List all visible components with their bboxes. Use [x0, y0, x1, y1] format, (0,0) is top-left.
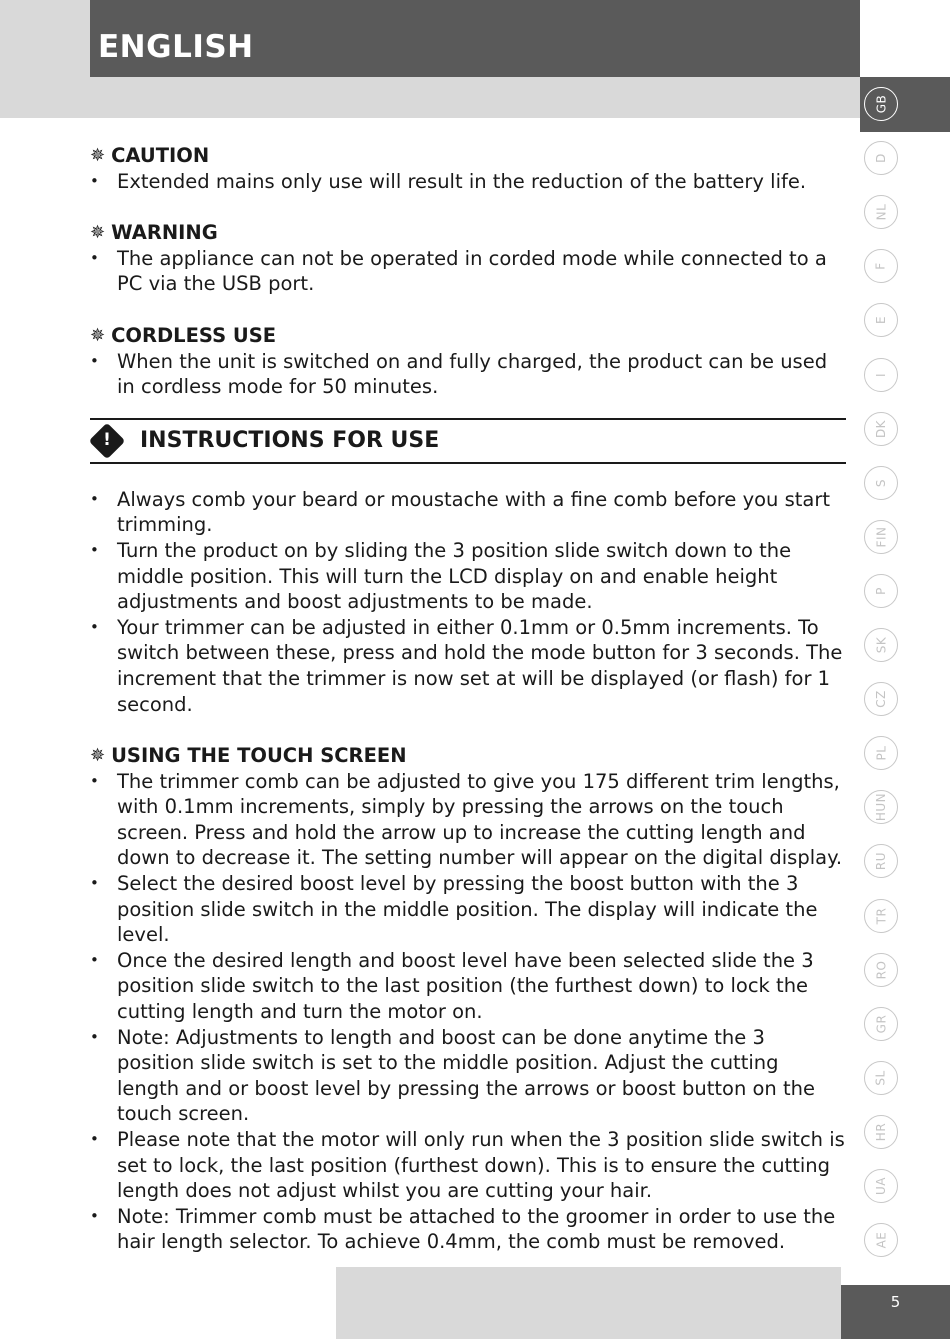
list-item: • Please note that the motor will only run when the 3 position slide switch is set to lock, the last position (furthest down). This is to ensure the cutting length does not adjust whilst you are cutting your hair. — [90, 1127, 846, 1204]
language-code: PL — [873, 745, 888, 761]
language-dk-icon — [864, 412, 898, 446]
language-s-icon — [864, 466, 898, 500]
language-code: FIN — [873, 526, 888, 548]
cordless-list — [90, 349, 846, 400]
main-content — [90, 143, 846, 1255]
language-hr-icon — [864, 1115, 898, 1149]
language-code: RO — [873, 960, 888, 979]
list-item: • Always comb your beard or moustache with a fine comb before you start trimming. — [90, 487, 846, 538]
language-d-icon — [864, 141, 898, 175]
list-item: • Turn the product on by sliding the 3 position slide switch down to the middle position. This will turn the LCD display on and enable height adjustments and boost adjustments to be made. — [90, 538, 846, 615]
touch-screen-list — [90, 769, 846, 1255]
language-code: P — [874, 587, 888, 595]
list-item: • Note: Trimmer comb must be attached to the groomer in order to use the hair length selector. To achieve 0.4mm, the comb must be removed. — [90, 1204, 846, 1255]
language-code: SK — [874, 636, 888, 654]
language-code: S — [874, 478, 888, 487]
language-p-icon — [864, 574, 898, 608]
language-cz-icon — [864, 682, 898, 716]
language-code: AE — [873, 1231, 888, 1249]
language-code: TR — [873, 907, 888, 924]
touch-screen-section — [90, 743, 846, 1255]
language-ae-icon — [864, 1223, 898, 1257]
language-code: NL — [873, 203, 888, 221]
cordless-section — [90, 323, 846, 400]
language-code: HR — [874, 1122, 888, 1142]
page-number: 5 — [890, 1293, 901, 1311]
language-code: F — [874, 262, 888, 270]
language-code: I — [873, 372, 888, 377]
page-header — [90, 0, 860, 77]
sun-icon: ✵ — [90, 324, 106, 346]
warning-diamond-icon: ! — [89, 422, 126, 459]
footer-band — [336, 1267, 841, 1339]
language-i-icon — [864, 358, 898, 392]
warning-list — [90, 246, 846, 297]
language-code: E — [874, 316, 888, 325]
language-sk-icon — [864, 628, 898, 662]
warning-section — [90, 220, 846, 297]
page-number-box — [841, 1285, 950, 1339]
list-item: • The appliance can not be operated in corded mode while connected to a PC via the USB port. — [90, 246, 846, 297]
list-item: • When the unit is switched on and fully charged, the product can be used in cordless mode for 50 minutes. — [90, 349, 846, 400]
language-code: DK — [873, 419, 888, 438]
language-gr-icon — [864, 1007, 898, 1041]
language-code: UA — [874, 1177, 888, 1195]
caution-section — [90, 143, 846, 194]
list-item: • Your trimmer can be adjusted in either 0.1mm or 0.5mm increments. To switch between these, press and hold the mode button for 3 seconds. The increment that the trimmer is now set at will be displayed (or flash) for 1 second. — [90, 615, 846, 717]
language-code: SL — [874, 1070, 888, 1086]
language-ro-icon — [864, 953, 898, 987]
header-title: ENGLISH — [98, 29, 254, 65]
language-gb-icon — [864, 87, 898, 121]
language-code: CZ — [873, 690, 888, 708]
language-code: RU — [874, 852, 888, 871]
instructions-heading: ! INSTRUCTIONS FOR USE — [90, 418, 846, 464]
warning-heading: ✵ WARNING — [90, 221, 218, 245]
touch-screen-heading: ✵ USING THE TOUCH SCREEN — [90, 744, 407, 768]
sun-icon: ✵ — [90, 144, 106, 166]
list-item: • Select the desired boost level by pressing the boost button with the 3 position slide switch in the middle position. The display will indicate the level. — [90, 871, 846, 948]
language-code: GR — [873, 1014, 888, 1034]
language-fin-icon — [864, 520, 898, 554]
language-pl-icon — [864, 736, 898, 770]
list-item: • Once the desired length and boost level have been selected slide the 3 position slide switch to the last position (the furthest down) to lock the cutting length and turn the motor on. — [90, 948, 846, 1025]
caution-list — [90, 169, 846, 195]
language-code: GB — [874, 94, 888, 114]
list-item: • Extended mains only use will result in the reduction of the battery life. — [90, 169, 846, 195]
language-code: D — [874, 153, 888, 163]
list-item: • Note: Adjustments to length and boost can be done anytime the 3 position slide switch is set to the middle position. Adjust the cutting length and or boost level by pressing the arrows or boost button on the touch screen. — [90, 1025, 846, 1127]
sun-icon: ✵ — [90, 221, 106, 243]
language-tr-icon — [864, 899, 898, 933]
caution-heading: ✵ CAUTION — [90, 144, 210, 167]
language-sl-icon — [864, 1061, 898, 1095]
instructions-list — [90, 487, 846, 717]
language-nl-icon — [864, 195, 898, 229]
language-ua-icon — [864, 1169, 898, 1203]
list-item: • The trimmer comb can be adjusted to give you 175 different trim lengths, with 0.1mm increments, simply by pressing the arrows on the touch screen. Press and hold the arrow up to increase the cutting length and down to decrease it. The setting number will appear on the digital display. — [90, 769, 846, 871]
cordless-heading: ✵ CORDLESS USE — [90, 323, 277, 347]
language-code: HUN — [873, 793, 888, 822]
sun-icon: ✵ — [90, 744, 106, 766]
